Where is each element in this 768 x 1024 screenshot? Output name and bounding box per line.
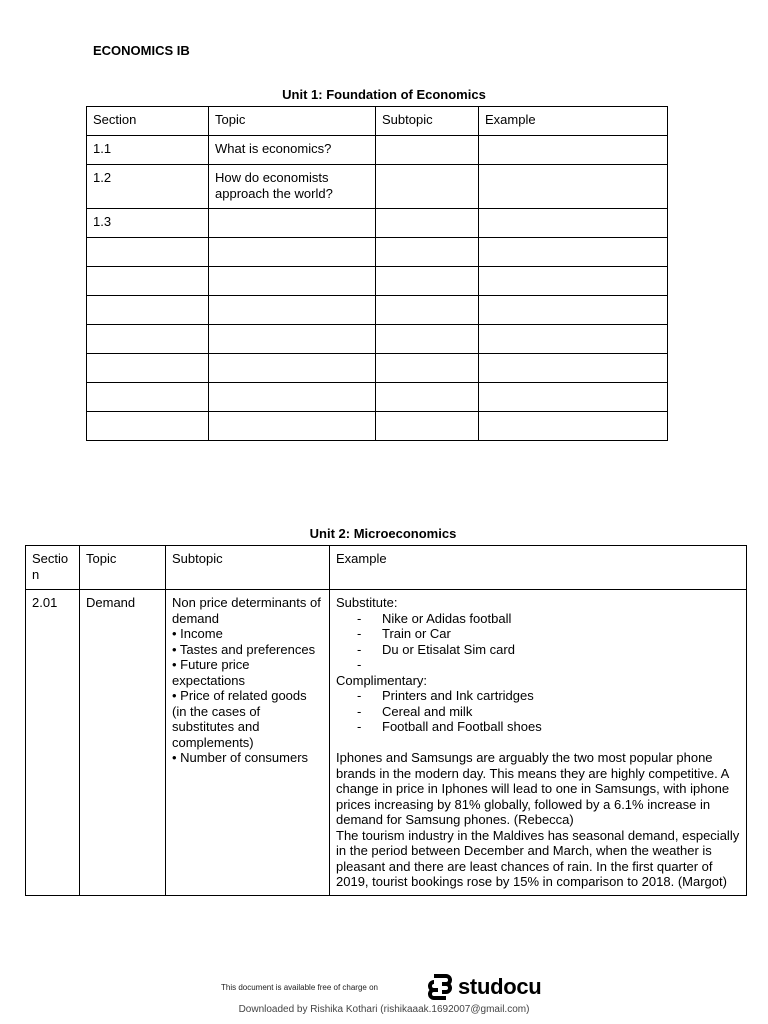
studocu-s-icon [425, 972, 455, 1002]
table-cell [376, 354, 479, 383]
table-cell [376, 267, 479, 296]
studocu-wordmark: studocu [458, 974, 542, 999]
table-cell [376, 325, 479, 354]
table-header-row [26, 546, 747, 590]
table-cell [87, 267, 209, 296]
column-header: Example [330, 546, 747, 590]
table-row [26, 590, 747, 896]
table-row [87, 209, 668, 238]
table-cell [376, 296, 479, 325]
table-cell [479, 354, 668, 383]
table-cell [209, 267, 376, 296]
table-cell [87, 412, 209, 441]
table-cell [479, 238, 668, 267]
table-cell [479, 296, 668, 325]
table-row [87, 238, 668, 267]
unit1-title: Unit 1: Foundation of Economics [282, 87, 486, 102]
table-cell [87, 238, 209, 267]
table-cell: 1.3 [87, 209, 209, 238]
table-row [87, 267, 668, 296]
table-header-row [87, 107, 668, 136]
subtopic-line: Non price determinants of demand [172, 595, 321, 626]
table-cell: 1.1 [87, 136, 209, 165]
list-item: - Cereal and milk [357, 703, 473, 719]
table-cell: How do economists approach the world? [209, 165, 376, 209]
table-row [87, 136, 668, 165]
column-header: Subtopic [166, 546, 330, 590]
table-cell [376, 165, 479, 209]
list-item: - [357, 657, 362, 672]
list-item: - Printers and Ink cartridges [357, 688, 534, 703]
table-row [87, 296, 668, 325]
column-header: Topic [80, 546, 166, 590]
table-row [87, 354, 668, 383]
column-header: Section [87, 107, 209, 136]
unit2-table [25, 545, 747, 896]
unit1-table [86, 106, 668, 441]
subtopic-line: • Tastes and preferences [172, 641, 316, 657]
table-cell [209, 209, 376, 238]
table-cell [376, 383, 479, 412]
table-cell [376, 238, 479, 267]
complimentary-label: Complimentary: [336, 672, 428, 688]
table-row [87, 412, 668, 441]
list-item: - Train or Car [357, 626, 451, 641]
table-row [87, 165, 668, 209]
subtopic-line: • Price of related goods (in the cases of substitutes and complements) [172, 688, 307, 750]
table-cell [479, 165, 668, 209]
list-item: - Football and Football shoes [357, 719, 542, 734]
column-header-section: Sectio n [26, 546, 80, 590]
table-cell: 1.2 [87, 165, 209, 209]
table-cell [209, 238, 376, 267]
table-row [87, 383, 668, 412]
table-cell [376, 209, 479, 238]
table-cell [209, 325, 376, 354]
subtopic-cell [166, 590, 330, 896]
table-cell [479, 383, 668, 412]
table-cell [479, 267, 668, 296]
example-paragraph: The tourism industry in the Maldives has seasonal demand, especially in the period between December and March, when the weather is pleasant and there are least chances of rain. In the first quarter of 2019, tourist bookings rose by 15% in comparison to 2018. (Margot) [336, 827, 740, 889]
table-cell [209, 383, 376, 412]
document-title: ECONOMICS IB [93, 43, 190, 58]
table-cell [479, 136, 668, 165]
table-cell [376, 412, 479, 441]
column-header: Subtopic [376, 107, 479, 136]
table-cell [479, 412, 668, 441]
section-cell: 2.01 [26, 590, 80, 896]
footer-note: This document is available free of charge on [221, 983, 378, 992]
list-item: - Du or Etisalat Sim card [357, 641, 515, 657]
table-cell [209, 296, 376, 325]
table-row [87, 325, 668, 354]
column-header: Example [479, 107, 668, 136]
table-cell [87, 296, 209, 325]
example-cell [330, 590, 747, 896]
studocu-logo[interactable] [425, 972, 541, 1002]
list-item: - Nike or Adidas football [357, 610, 512, 626]
topic-cell: Demand [80, 590, 166, 896]
subtopic-line: • Income [172, 626, 223, 641]
spacer [336, 735, 740, 751]
substitute-label: Substitute: [336, 595, 398, 610]
download-note: Downloaded by Rishika Kothari (rishikaaak.1692007@gmail.com) [238, 1004, 530, 1015]
table-cell [87, 383, 209, 412]
table-cell [209, 354, 376, 383]
table-cell [209, 412, 376, 441]
table-cell [479, 209, 668, 238]
table-cell [87, 354, 209, 383]
table-cell: What is economics? [209, 136, 376, 165]
table-cell [479, 325, 668, 354]
table-cell [87, 325, 209, 354]
unit2-title: Unit 2: Microeconomics [309, 526, 457, 541]
subtopic-line: • Future price expectations [172, 657, 250, 688]
subtopic-line: • Number of consumers [172, 750, 309, 765]
table-cell [376, 136, 479, 165]
example-paragraph: Iphones and Samsungs are arguably the two most popular phone brands in the modern day. This means they are highly competitive. A change in price in Iphones will lead to one in Samsungs, with iphone prices increasing by 81% globally, followed by a 6.1% increase in demand for Samsung phones. (Rebecca) [336, 750, 730, 827]
column-header: Topic [209, 107, 376, 136]
